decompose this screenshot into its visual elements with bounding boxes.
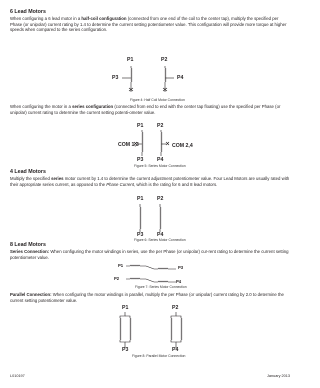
fig5-label-com24: COM 2,4	[172, 143, 193, 149]
fig5-series-diagram	[130, 128, 180, 158]
fig8-label-p3: P3	[122, 347, 129, 353]
text-run: When configuring the motor windings in parallel, multiply the per Phase (or unipolar) current rating by 2.0 to determine the current setting potentiometer value.	[10, 292, 284, 303]
fig6-series-diagram	[130, 204, 170, 232]
text-run: which is the rating for 6 and 8 lead motors.	[135, 181, 218, 187]
fig5-label-com13: COM 1,3	[118, 142, 139, 148]
fig7-label-p1: P1	[118, 263, 124, 268]
text-run: When configuring the motor windings in series, use the per Phase (or unipolar) cur-rent rating to determine the current setting potentiometer value.	[10, 249, 289, 260]
fig7-label-p2: P2	[114, 276, 120, 281]
fig4-label-p4: P4	[177, 75, 184, 81]
fig8-label-p2: P2	[172, 305, 179, 311]
text-run: When configuring the motor in a	[10, 104, 73, 109]
fig7-caption: Figure 7: Series Motor Connection	[135, 285, 187, 289]
fig6-caption: Figure 6: Series Motor Connection	[134, 238, 186, 242]
fig6-label-p3: P3	[137, 232, 144, 238]
paragraph-8-lead-series	[10, 249, 290, 260]
emphasis-half-coil: half-coil configuration	[81, 16, 127, 21]
text-run: (connected from one end of the coil to the center tap), multiply the specified per Phase (or unipolar) current rating by 1.4 to determine the current setting potentiometer value. This configuration will provide more torque at higher speeds when compared to the series configuration.	[10, 16, 287, 32]
fig5-label-p4: P4	[157, 157, 164, 163]
footer-doc-id: L010197	[10, 374, 25, 378]
fig7-label-p4: P4	[176, 279, 182, 284]
fig4-label-p2: P2	[161, 57, 168, 63]
fig4-half-coil-diagram	[110, 60, 200, 94]
fig6-label-p2: P2	[157, 196, 164, 202]
section-heading-6-lead: 6 Lead Motors	[10, 9, 46, 15]
emphasis-phase-current: Phase Current,	[106, 181, 136, 187]
fig4-caption: Figure 4: Half Coil Motor Connection	[130, 98, 185, 102]
text-run: motor current by 1.4 to determine the current adjustment potentiometer value. Four Lead Motors are usually rated with their appropriate series current, as opposed to the	[10, 176, 290, 187]
paragraph-series	[10, 104, 290, 115]
fig6-label-p1: P1	[137, 196, 144, 202]
fig8-label-p4: P4	[172, 347, 179, 353]
text-run: (connected from end to end with the center tap floating) use the specified per Phase (or unipolar) current rating to determine the current setting potenti-ometer value.	[10, 104, 281, 115]
emphasis-series-configuration: series configuration	[72, 104, 114, 109]
fig5-label-p1: P1	[137, 123, 144, 129]
fig4-label-p1: P1	[127, 57, 134, 63]
text-run: When configuring a 6 lead motor in a	[10, 16, 82, 21]
paragraph-half-coil	[10, 16, 290, 33]
fig6-label-p4: P4	[157, 232, 164, 238]
fig8-label-p1: P1	[122, 305, 129, 311]
emphasis-series: series	[51, 176, 64, 181]
paragraph-4-lead	[10, 176, 290, 187]
fig8-parallel-diagram	[114, 312, 190, 348]
emphasis-parallel-connection: Parallel Connection:	[10, 292, 52, 297]
paragraph-8-lead-parallel	[10, 292, 290, 303]
emphasis-series-connection: Series Connection:	[10, 249, 50, 254]
footer-date: January 2013	[266, 374, 290, 378]
fig5-caption: Figure 5: Series Motor Connection	[134, 164, 186, 168]
text-run: Multiply the specified	[10, 176, 52, 181]
section-heading-4-lead: 4 Lead Motors	[10, 169, 46, 175]
fig7-label-p3: P3	[178, 265, 184, 270]
fig8-caption: Figure 8: Parallel Motor Connection	[132, 354, 186, 358]
fig7-series-diagram	[124, 264, 178, 284]
fig4-label-p3: P3	[112, 75, 119, 81]
fig5-label-p2: P2	[157, 123, 164, 129]
fig5-label-p3: P3	[137, 157, 144, 163]
section-heading-8-lead: 8 Lead Motors	[10, 242, 46, 248]
